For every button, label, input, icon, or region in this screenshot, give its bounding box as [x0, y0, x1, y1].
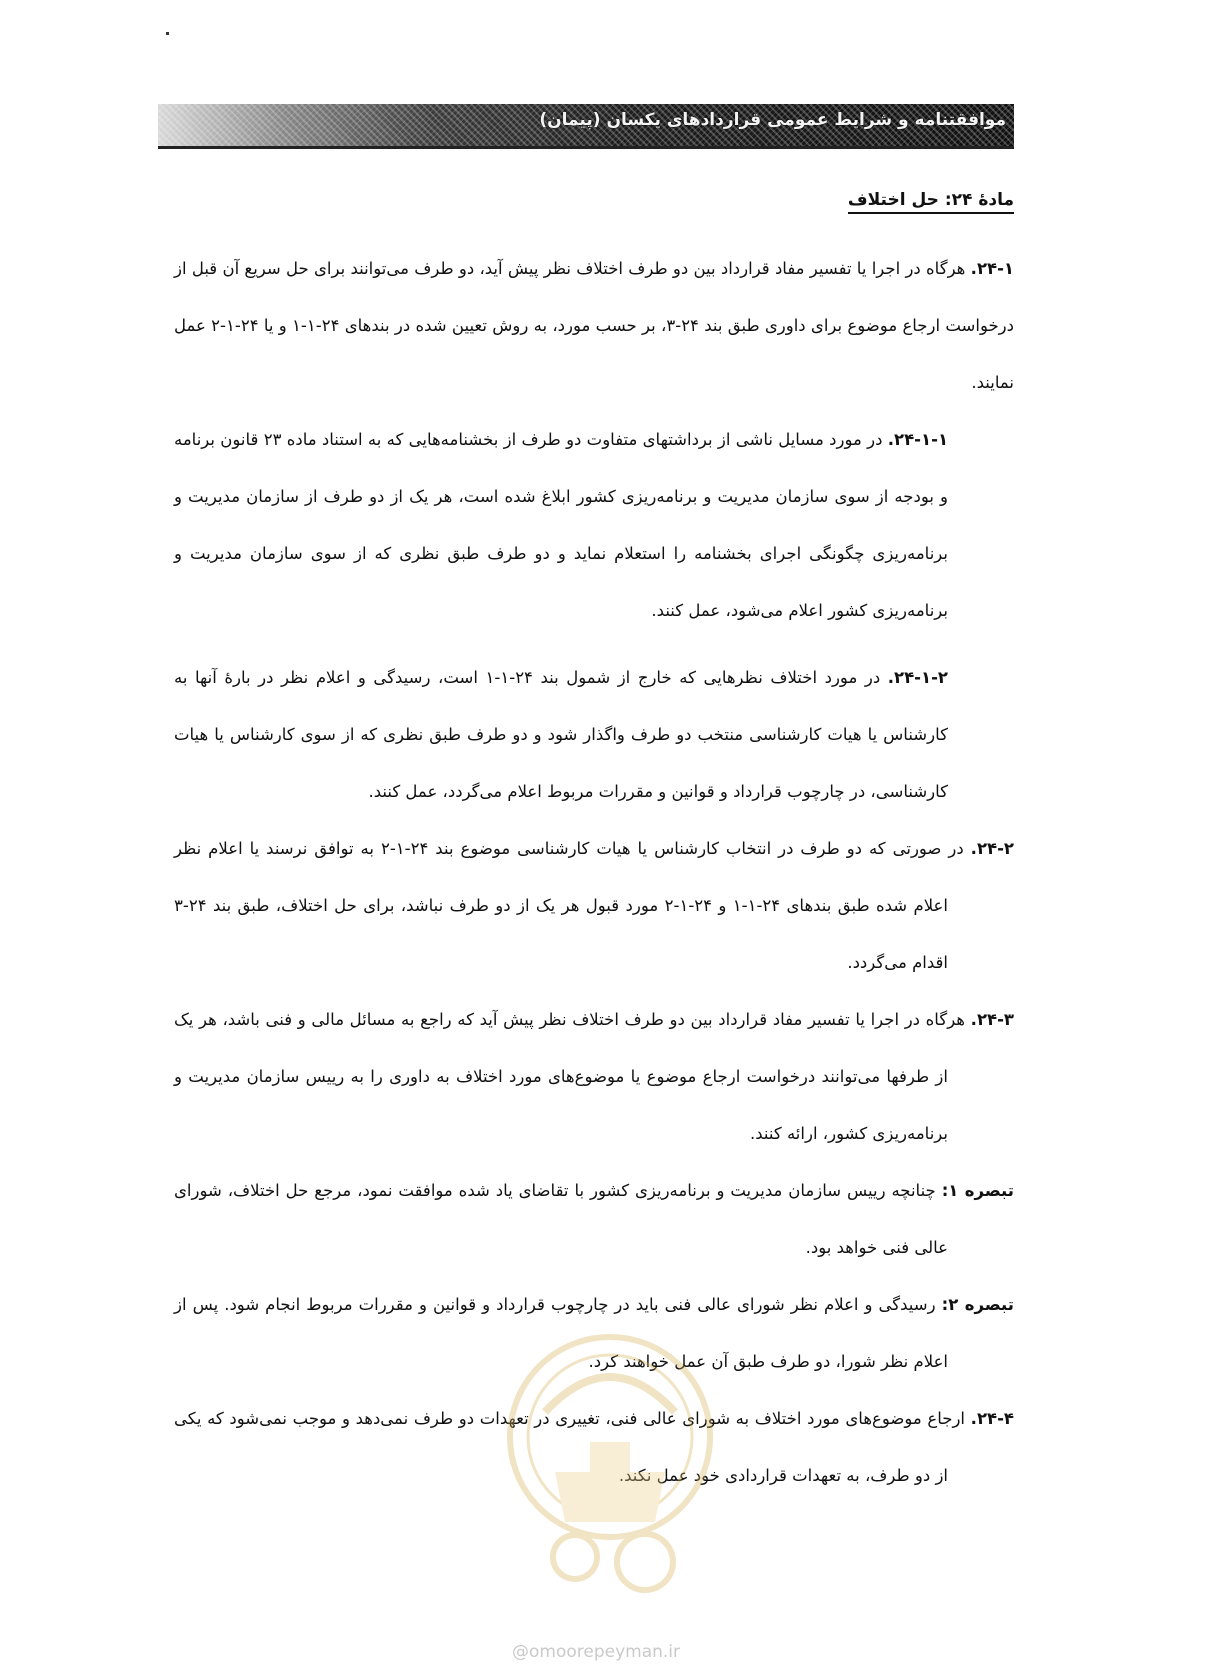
paragraph-24-2 [174, 820, 1014, 991]
paragraph-number: ۲۴-۱-۲. [887, 668, 948, 687]
paragraph-24-1 [174, 240, 1014, 411]
paragraph-text: ارجاع موضوع‌های مورد اختلاف به شورای عالی فنی، تغییری در تعهدات دو طرف نمی‌دهد و موجب نمی‌شود که یکی از دو طرف، به تعهدات قراردادی خود عمل نکند. [174, 1409, 966, 1485]
document-body [174, 240, 1014, 1504]
paragraph-text: در مورد اختلاف نظرهایی که خارج از شمول بند ۲۴-۱-۱ است، رسیدگی و اعلام نظر در بارهٔ آنها به کارشناس یا هیات کارشناسی منتخب دو طرف واگذار شود و دو طرف طبق نظری که از سوی کارشناس یا هیات کارشناسی، در چارچوب قرارداد و قوانین و مقررات مربوط اعلام می‌گردد، عمل کنند. [174, 668, 948, 801]
header-title: موافقتنامه و شرایط عمومی قراردادهای یکسان (پیمان) [539, 110, 1006, 130]
section-heading: مادهٔ ۲۴: حل اختلاف [848, 190, 1014, 214]
paragraph-text: هرگاه در اجرا یا تفسیر مفاد قرارداد بین دو طرف اختلاف نظر پیش آید، دو طرف می‌توانند برای حل سریع آن قبل از درخواست ارجاع موضوع برای داوری طبق بند ۲۴-۳، بر حسب مورد، به روش تعیین شده در بندهای ۲۴-۱-۱ و یا ۲۴-۱-۲ عمل نمایند. [174, 259, 1014, 392]
note-label: تبصره ۱: [941, 1181, 1014, 1200]
scan-speck [166, 32, 169, 35]
note-1 [174, 1162, 1014, 1276]
paragraph-number: ۲۴-۳. [970, 1010, 1014, 1029]
note-text: رسیدگی و اعلام نظر شورای عالی فنی باید در چارچوب قرارداد و قوانین و مقررات مربوط انجام شود. پس از اعلام نظر شورا، دو طرف طبق آن عمل خواهند کرد. [174, 1295, 948, 1371]
paragraph-number: ۲۴-۱. [970, 259, 1014, 278]
note-text: چنانچه رییس سازمان مدیریت و برنامه‌ریزی کشور با تقاضای یاد شده موافقت نمود، مرجع حل اختلاف، شورای عالی فنی خواهد بود. [174, 1181, 948, 1257]
note-label: تبصره ۲: [941, 1295, 1014, 1314]
paragraph-number: ۲۴-۴. [970, 1409, 1014, 1428]
paragraph-text: در مورد مسایل ناشی از برداشتهای متفاوت دو طرف از بخشنامه‌هایی که به استناد ماده ۲۳ قانون برنامه و بودجه از سوی سازمان مدیریت و برنامه‌ریزی کشور ابلاغ شده است، هر یک از دو طرف از سازمان مدیریت و برنامه‌ریزی چگونگی اجرای بخشنامه را استعلام نماید و دو طرف طبق نظری که از سوی سازمان مدیریت و برنامه‌ریزی کشور اعلام می‌شود، عمل کنند. [174, 430, 948, 620]
paragraph-text: هرگاه در اجرا یا تفسیر مفاد قرارداد بین دو طرف اختلاف نظر پیش آید که راجع به مسائل مالی و فنی باشد، هر یک از طرفها می‌توانند درخواست ارجاع موضوع یا موضوع‌های مورد اختلاف به داوری را به رییس سازمان مدیریت و برنامه‌ریزی کشور، ارائه کنند. [174, 1010, 965, 1143]
footer-url: @omoorepeyman.ir [512, 1642, 681, 1662]
header-banner [158, 104, 1014, 149]
paragraph-number: ۲۴-۱-۱. [887, 430, 949, 449]
paragraph-24-1-1 [174, 411, 948, 639]
paragraph-text: در صورتی که دو طرف در انتخاب کارشناس یا هیات کارشناسی موضوع بند ۲۴-۱-۲ به توافق نرسند یا اعلام نظر اعلام شده طبق بندهای ۲۴-۱-۱ و ۲۴-۱-۲ مورد قبول هر یک از دو طرف نباشد، برای حل اختلاف، طبق بند ۲۴-۳ اقدام می‌گردد. [174, 839, 964, 972]
paragraph-number: ۲۴-۲. [970, 839, 1014, 858]
paragraph-24-1-2 [174, 649, 948, 820]
watermark-seal-icon [495, 1322, 725, 1622]
paragraph-24-3 [174, 991, 1014, 1162]
